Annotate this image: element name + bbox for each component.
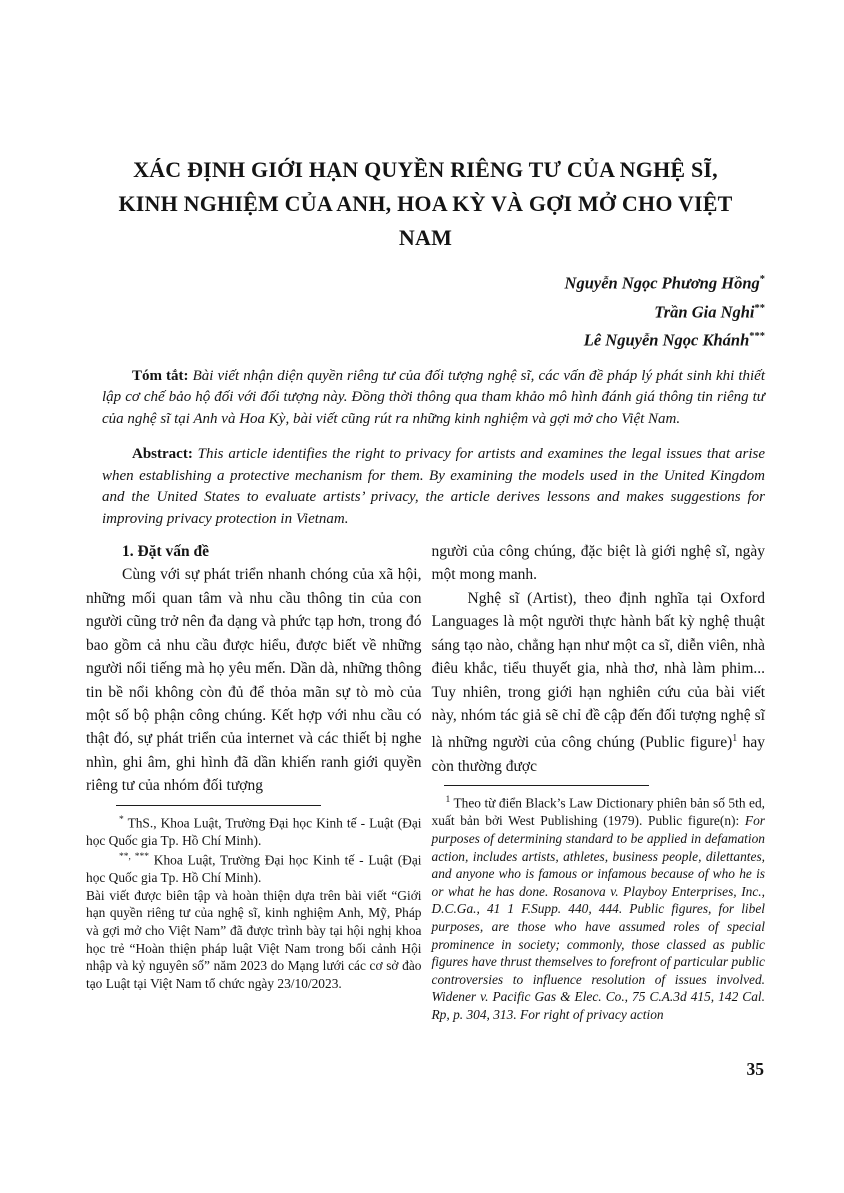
- abstract-en-label: Abstract:: [132, 445, 193, 462]
- abstract-english: [102, 444, 765, 531]
- footnote-marker: 1: [445, 795, 451, 806]
- footnote-text: ThS., Khoa Luật, Trường Đại học Kinh tế - Luật (Đại học Quốc gia Tp. Hồ Chí Minh).: [86, 815, 422, 848]
- footnote-separator: [444, 785, 649, 786]
- abstract-vietnamese: [102, 366, 765, 431]
- abstract-vi-text: Bài viết nhận diện quyền riêng tư của đối tượng nghệ sĩ, các vấn đề pháp lý phát sinh khi thiết lập cơ chế bảo hộ đối với đối tượng này. Đồng thời thông qua tham khảo mô hình đánh giá thông tin riêng tư của nghệ sĩ tại Anh và Hoa Kỳ, bài viết cũng rút ra những kinh nghiệm và gợi mở cho Việt Nam.: [102, 367, 765, 428]
- footnote-separator: [116, 805, 321, 806]
- author-name: Trần Gia Nghi: [654, 302, 755, 321]
- right-column: [432, 540, 766, 1023]
- footnote-text: Theo từ điển Black’s Law Dictionary phiên bản số 5th ed, xuất bản bởi West Publishing (1979). Public figure(n):: [431, 795, 765, 829]
- footnote-block-left: [86, 805, 422, 993]
- author-list: [86, 267, 765, 353]
- abstract-vi-label: Tóm tắt:: [132, 367, 189, 384]
- footnote-quote-text: For purposes of determining standard to be applied in defamation action, includes artists, athletes, business people, dilettantes, and anyone who is famous or infamous because of who he is or what he has done. Rosanova v. Playboy Enterprises, Inc., D.C.Ga., 41 1 F.Supp. 440, 444. Public figures, for libel purposes, are those who have assumed roles of special prominence in society; commonly, those classed as public figures have thrust themselves to forefront of particular public controversies to influence resolution of issues involved. Widener v. Pacific Gas & Elec. Co., 75 C.A.3d 415, 142 Cal. Rp, p. 304, 313. For right of privacy action: [431, 813, 765, 1022]
- footnote-ref: 1: [732, 733, 738, 745]
- abstract-en-text: This article identifies the right to privacy for artists and examines the legal issues that arise when establishing a protective mechanism for them. By examining the models used in the United Kingdom and the United States to evaluate artists’ privacy, the article derives lessons and makes suggestions for improving privacy protection in Vietnam.: [102, 445, 765, 528]
- author-line: [86, 324, 765, 353]
- footnote-text: Bài viết được biên tập và hoàn thiện dựa trên bài viết “Giới hạn quyền riêng tư của nghệ sĩ, kinh nghiệm Anh, Mỹ, Pháp và gợi mở cho Việt Nam” đã được trình bày tại hội nghị khoa học trẻ “Hoàn thiện pháp luật Việt Nam trong bối cảnh Hội nhập và kỷ nguyên số” năm 2023 do Mạng lưới các cơ sở đào tạo Luật tại Việt Nam tổ chức ngày 23/10/2023.: [86, 887, 422, 991]
- section-heading: 1. Đặt vấn đề: [122, 543, 209, 561]
- footnote-block-right: [432, 785, 766, 1023]
- page-number: 35: [746, 1059, 764, 1079]
- footnote: [86, 849, 422, 887]
- author-footnote-marker: *: [759, 274, 765, 285]
- article-title: XÁC ĐỊNH GIỚI HẠN QUYỀN RIÊNG TƯ CỦA NGHỆ SĨ, KINH NGHIỆM CỦA ANH, HOA KỲ VÀ GỢI MỞ CHO VIỆT NAM: [118, 157, 733, 250]
- author-line: [86, 267, 765, 296]
- two-column-body: [86, 540, 765, 1023]
- body-text: Nghệ sĩ (Artist), theo định nghĩa tại Oxford Languages là một người thực hành bất kỳ nghệ thuật sáng tạo nào, chẳng hạn như một ca sĩ, diễn viên, nhà điêu khắc, tiểu thuyết gia, nhà thơ, nhà làm phim... Tuy nhiên, trong giới hạn nghiên cứu của bài viết này, nhóm tác giả sẽ chỉ đề cập đến đối tượng nghệ sĩ là những người của công chúng (Public figure): [431, 589, 765, 752]
- footnote: [86, 887, 422, 993]
- footnote-text: Khoa Luật, Trường Đại học Kinh tế - Luật (Đại học Quốc gia Tp. Hồ Chí Minh).: [86, 852, 422, 886]
- author-name: Nguyễn Ngọc Phương Hồng: [564, 273, 760, 293]
- author-footnote-marker: **: [754, 302, 765, 314]
- left-column: [86, 540, 422, 1023]
- author-name: Lê Nguyễn Ngọc Khánh: [583, 330, 750, 350]
- footnote-marker: *: [119, 814, 124, 825]
- footnote-marker: **, ***: [119, 852, 149, 863]
- body-paragraph: người của công chúng, đặc biệt là giới nghệ sĩ, ngày một mong manh.: [431, 543, 765, 584]
- footnote: [86, 812, 422, 850]
- author-line: [86, 296, 765, 325]
- body-paragraph: [432, 587, 766, 778]
- author-footnote-marker: ***: [749, 331, 765, 342]
- body-paragraph: Cùng với sự phát triển nhanh chóng của xã hội, những mối quan tâm và nhu cầu thông tin của con người cũng trở nên đa dạng và phức tạp hơn, trong đó bao gồm cả nhu cầu được hiểu, được biết về những người nổi tiếng mà họ yêu mến. Dần dà, những thông tin bề nổi không còn đủ để thỏa mãn sự tò mò của một số bộ phận công chúng. Kết hợp với nhu cầu có thật đó, sự phát triển của internet và các thiết bị nghe nhìn, ghi âm, ghi hình đã dần khiến ranh giới quyền riêng tư của nhóm đối tượng: [86, 566, 422, 795]
- footnote: [432, 792, 766, 1023]
- body-text: hay còn thường được: [431, 734, 765, 775]
